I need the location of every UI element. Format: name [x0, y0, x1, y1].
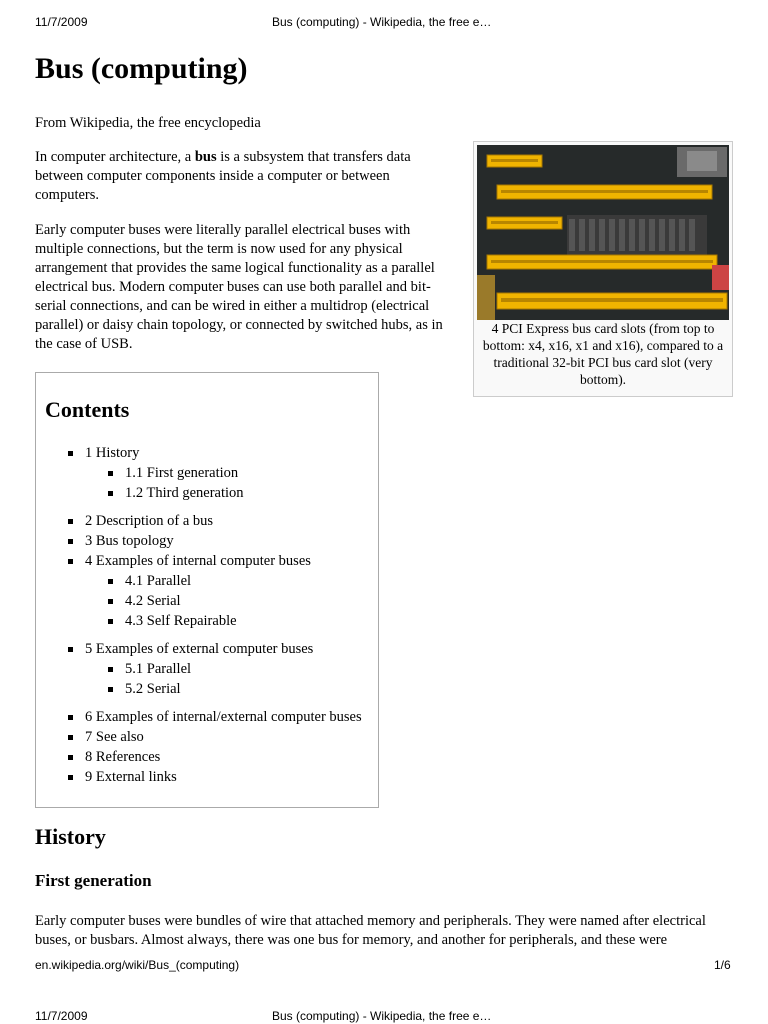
subsection-heading-first-generation: First generation — [35, 871, 152, 890]
toc-item[interactable] — [85, 768, 177, 787]
toc-item[interactable] — [125, 572, 191, 591]
bullet-icon — [108, 599, 113, 604]
figure-image[interactable] — [477, 145, 729, 320]
bullet-icon — [108, 687, 113, 692]
toc-item-label: 5 Examples of external computer buses — [85, 641, 314, 657]
toc-item[interactable] — [85, 708, 362, 727]
page-title: Bus (computing) — [35, 52, 248, 85]
toc-item[interactable] — [125, 592, 181, 611]
toc-item[interactable] — [125, 660, 191, 679]
first-generation-paragraph: Early computer buses were bundles of wire that attached memory and peripherals. They were named after electrical buses, or busbars. Almost always, there was one bus for memory, and another for peripherals, and these were — [35, 913, 706, 948]
toc-item-label: 5.2 Serial — [125, 681, 181, 697]
toc-item-label: 1.2 Third generation — [125, 485, 244, 501]
pci-slots-photo — [477, 145, 729, 320]
intro-text-before: In computer architecture, a — [35, 149, 195, 165]
bullet-icon — [68, 519, 73, 524]
toc-item-label: 5.1 Parallel — [125, 661, 192, 677]
figure — [473, 141, 733, 397]
toc-item[interactable] — [85, 532, 174, 551]
toc-item-label: 4 Examples of internal computer buses — [85, 553, 311, 569]
toc-item[interactable] — [85, 552, 311, 571]
toc-item-label: 1.1 First generation — [125, 465, 239, 481]
intro-paragraph — [35, 148, 435, 205]
print-date: 11/7/2009 — [35, 15, 88, 29]
toc-item[interactable] — [85, 728, 144, 747]
toc-item-label: 7 See also — [85, 729, 144, 745]
print-page-title: Bus (computing) - Wikipedia, the free e… — [272, 15, 492, 29]
second-paragraph: Early computer buses were literally parallel electrical buses with multiple connections, but the term is now used for any physical arrangement that provides the same logical functionality as a parallel electrical bus. Modern computer buses can use both parallel and bit-serial connections, and can be wired in either a multidrop (electrical parallel) or daisy chain topology, or connected by switched hubs, as in the case of USB. — [35, 222, 443, 352]
bullet-icon — [68, 539, 73, 544]
toc-item-label: 1 History — [85, 445, 140, 461]
toc-item-label: 4.1 Parallel — [125, 573, 192, 589]
toc-item-label: 2 Description of a bus — [85, 513, 214, 529]
bullet-icon — [68, 755, 73, 760]
toc-item-label: 6 Examples of internal/external computer buses — [85, 709, 362, 725]
table-of-contents — [35, 372, 379, 808]
toc-item[interactable] — [85, 640, 313, 659]
next-page-title: Bus (computing) - Wikipedia, the free e… — [272, 1009, 492, 1023]
bullet-icon — [68, 775, 73, 780]
footer-url[interactable]: en.wikipedia.org/wiki/Bus_(computing) — [35, 958, 240, 972]
intro-bold-term: bus — [194, 149, 217, 165]
page-number: 1/6 — [714, 958, 731, 972]
toc-heading: Contents — [45, 397, 130, 422]
toc-item-label: 3 Bus topology — [85, 533, 174, 549]
toc-item-label: 4.2 Serial — [125, 593, 181, 609]
figure-caption: 4 PCI Express bus card slots (from top to bottom: x4, x16, x1 and x16), compared to a traditional 32-bit PCI bus card slot (very bottom). — [482, 321, 724, 387]
bullet-icon — [68, 715, 73, 720]
toc-item[interactable] — [125, 464, 238, 483]
bullet-icon — [108, 667, 113, 672]
intro-text-after: is a subsystem that transfers data between computer components inside a computer or between computers. — [35, 149, 411, 203]
tagline: From Wikipedia, the free encyclopedia — [35, 115, 261, 131]
toc-item[interactable] — [85, 512, 213, 531]
bullet-icon — [68, 559, 73, 564]
bullet-icon — [68, 647, 73, 652]
toc-item[interactable] — [85, 444, 139, 463]
toc-item[interactable] — [125, 612, 237, 631]
bullet-icon — [108, 471, 113, 476]
toc-item[interactable] — [125, 680, 181, 699]
toc-item[interactable] — [125, 484, 244, 503]
bullet-icon — [108, 579, 113, 584]
toc-item-label: 9 External links — [85, 769, 177, 785]
toc-item[interactable] — [85, 748, 160, 767]
section-heading-history: History — [35, 824, 106, 849]
toc-item-label: 8 References — [85, 749, 161, 765]
toc-item-label: 4.3 Self Repairable — [125, 613, 237, 629]
bullet-icon — [108, 491, 113, 496]
bullet-icon — [68, 451, 73, 456]
next-page-date: 11/7/2009 — [35, 1009, 88, 1023]
bullet-icon — [68, 735, 73, 740]
bullet-icon — [108, 619, 113, 624]
